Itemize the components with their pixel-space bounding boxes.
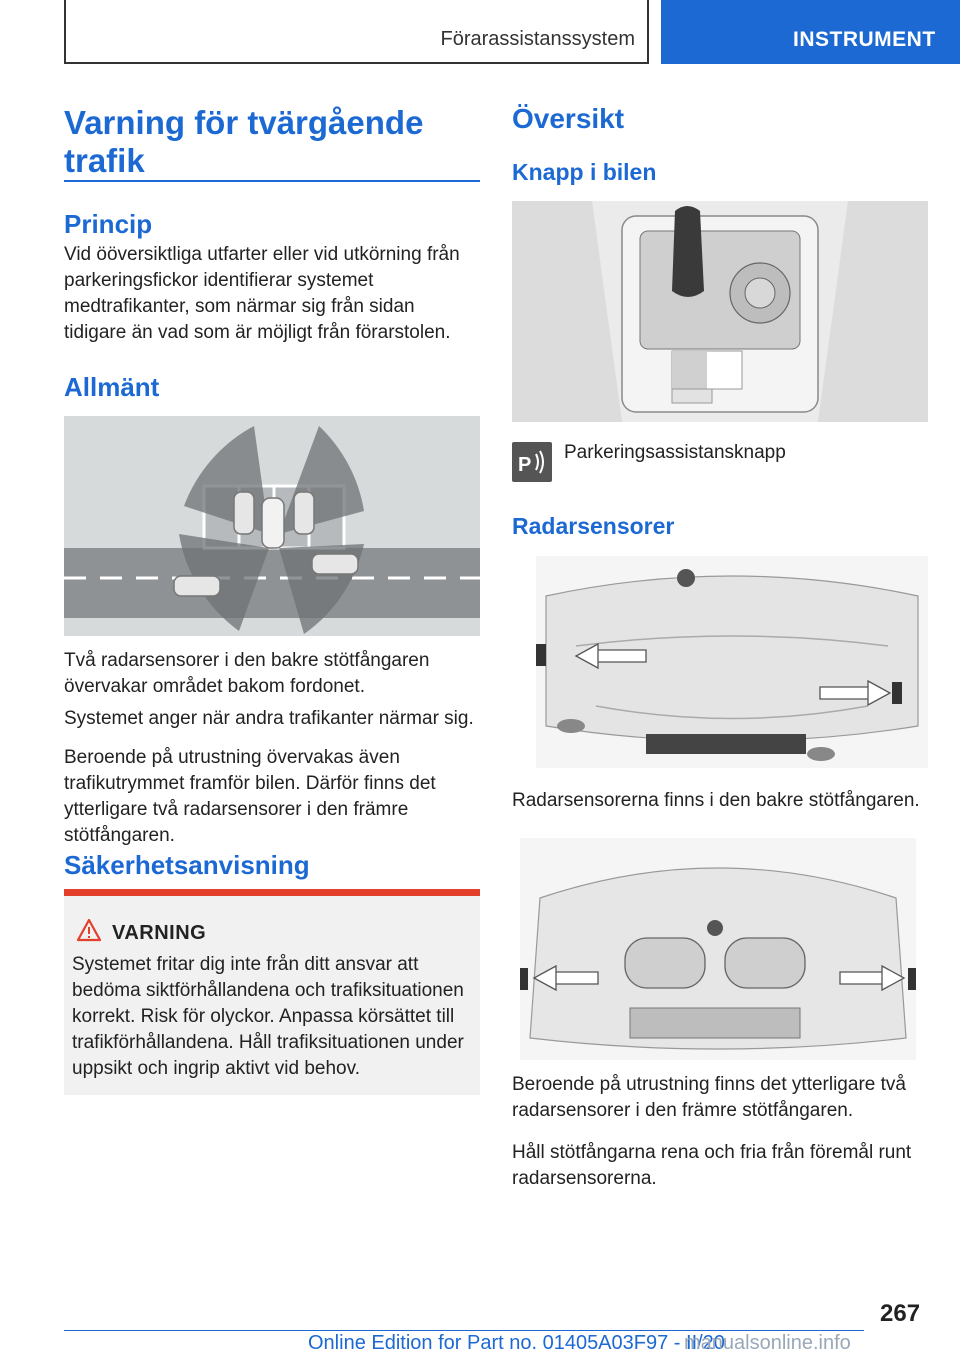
- parking-assist-button-icon: [512, 442, 552, 482]
- general-heading: Allmänt: [64, 372, 160, 402]
- principle-text: Vid ööversiktliga utfarter eller vid utkörning från parkeringsfickor identifierar systemet medtrafikanter, som närmar sig från sidan tidigare än vad som är möjligt från förarstolen.: [64, 244, 460, 343]
- clean-sensors-note: Håll stötfångarna rena och fria från föremål runt radarsensorerna.: [512, 1142, 912, 1189]
- page-number: 267: [880, 1300, 921, 1327]
- footer-rule: [64, 1330, 864, 1331]
- warning-text: Systemet fritar dig inte från ditt ansvar att bedöma siktförhållandena och trafiksituationen korrekt. Risk för olyckor. Anpassa körsättet till trafikförhållandena. Håll trafiksituationen under uppsikt och ingrip aktivt vid behov.: [72, 954, 464, 1079]
- warning-title: VARNING: [112, 922, 207, 944]
- watermark: manualsonline.info: [684, 1332, 851, 1354]
- rear-bumper-caption: Radarsensorerna finns i den bakre stötfångaren.: [512, 790, 920, 811]
- overview-heading: Översikt: [512, 103, 625, 134]
- general-paragraph-3: Beroende på utrustning övervakas även trafikutrymmet framför bilen. Därför finns det ytterligare två radarsensorer i den främre stötfångaren.: [64, 747, 436, 846]
- center-console-illustration: [512, 201, 928, 422]
- page-title: Varning för tvärgående trafik: [64, 104, 424, 179]
- center-console-svg: [512, 201, 928, 422]
- header-section-tab: [64, 0, 649, 64]
- radar-coverage-svg: [64, 416, 480, 636]
- general-paragraph-1: Två radarsensorer i den bakre stötfångaren övervakar området bakom fordonet.: [64, 650, 430, 697]
- warning-box: [64, 889, 480, 1095]
- parking-sensor-icon: [512, 442, 552, 482]
- warning-triangle-icon: [76, 918, 102, 942]
- header-chapter-tab: [661, 0, 960, 64]
- header-chapter-label: INSTRUMENT: [793, 28, 936, 51]
- safety-heading: Säkerhetsanvisning: [64, 850, 310, 880]
- svg-text:P: P: [518, 454, 532, 476]
- header-section-label: Förarassistanssystem: [440, 28, 635, 50]
- rear-bumper-illustration: [536, 556, 928, 768]
- title-rule: [64, 180, 480, 182]
- footer-edition: Online Edition for Part no. 01405A03F97 - II/20: [308, 1332, 725, 1354]
- front-bumper-svg: [520, 838, 916, 1060]
- parking-assist-button-label: Parkeringsassistansknapp: [564, 442, 786, 463]
- general-paragraph-2: Systemet anger när andra trafikanter närmar sig.: [64, 708, 474, 729]
- rear-bumper-svg: [536, 556, 928, 768]
- principle-heading: Princip: [64, 209, 153, 239]
- front-bumper-illustration: [520, 838, 916, 1060]
- button-heading: Knapp i bilen: [512, 159, 657, 185]
- radar-heading: Radarsensorer: [512, 513, 675, 539]
- radar-coverage-illustration: [64, 416, 480, 636]
- front-bumper-caption: Beroende på utrustning finns det ytterligare två radarsensorer i den främre stötfångaren.: [512, 1074, 906, 1121]
